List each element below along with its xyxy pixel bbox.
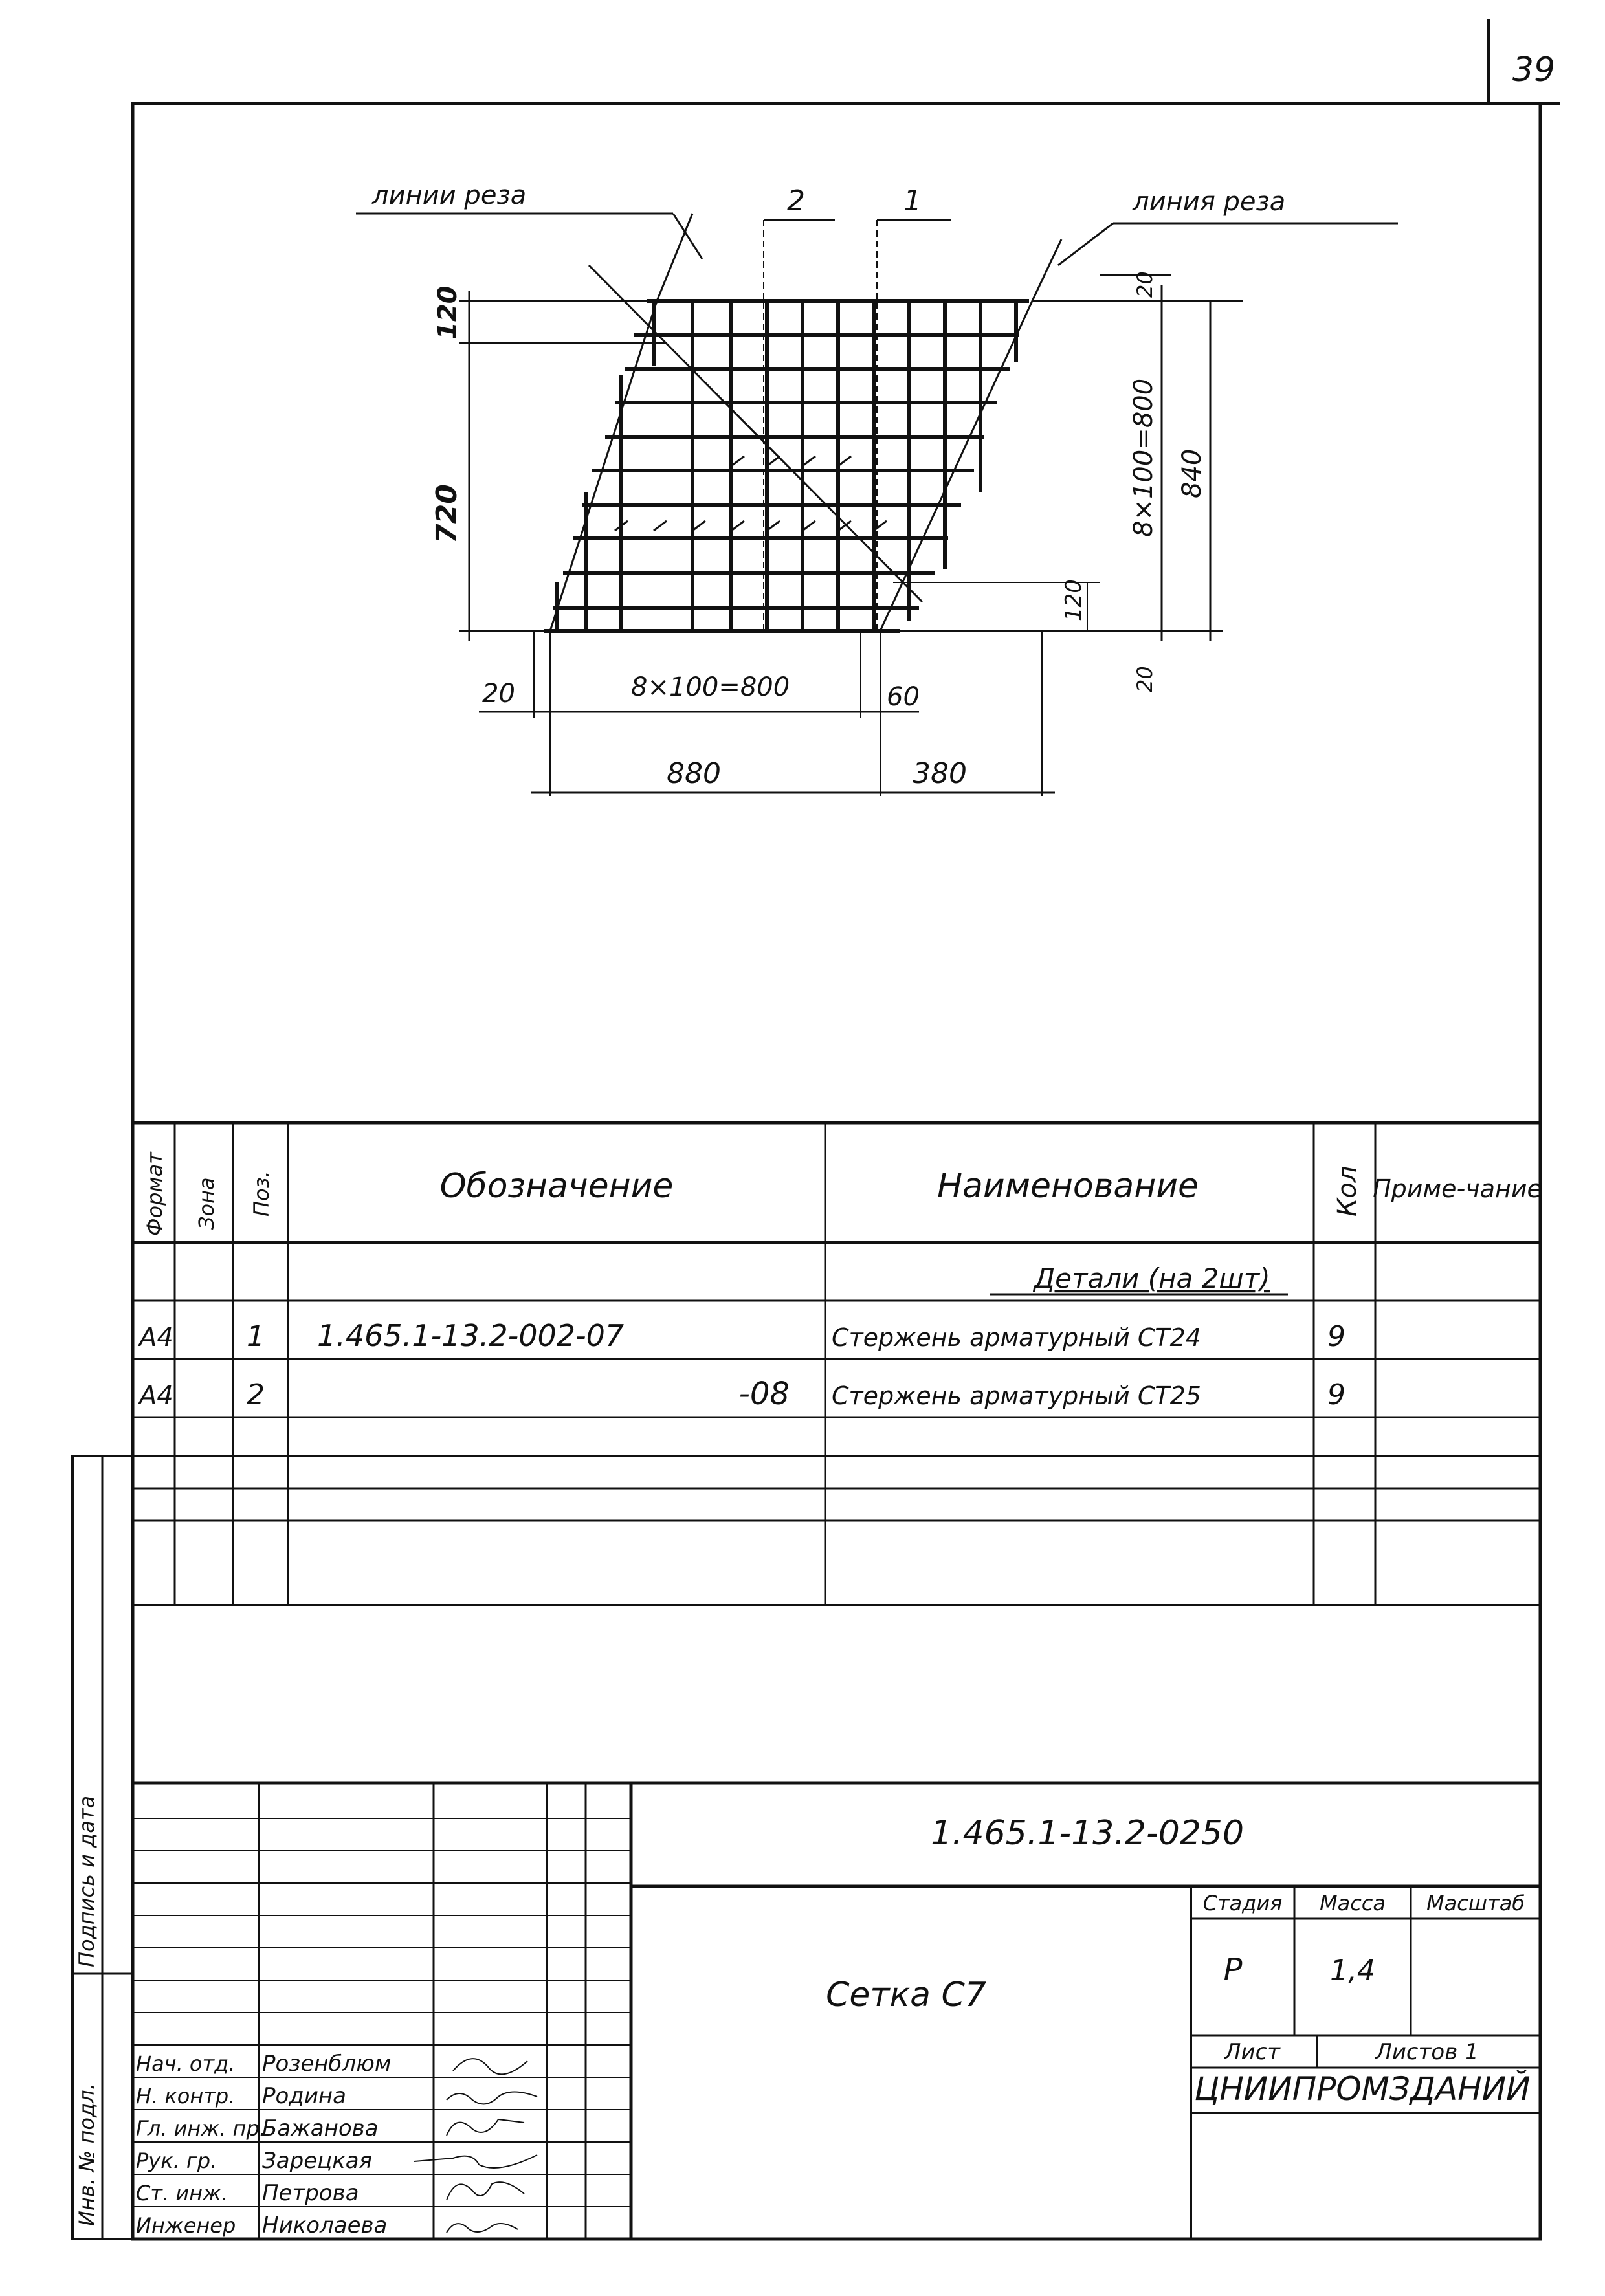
header-designation: Обозначение [439, 1167, 674, 1206]
cut-line-left [550, 301, 657, 631]
dim-8x100-right: 8×100=800 [1129, 378, 1158, 537]
row-2-format: А4 [139, 1381, 173, 1411]
dim-720: 720 [430, 484, 463, 544]
header-name: Наименование [936, 1167, 1199, 1206]
role-3: Рук. гр. [136, 2148, 217, 2173]
spec-table [133, 1123, 1542, 1783]
header-qty: Кол [1333, 1165, 1362, 1217]
dim-20-right-bottom: 20 [1133, 666, 1157, 692]
row-1-name: Стержень арматурный СТ24 [832, 1323, 1201, 1352]
name-3: Зарецкая [262, 2148, 373, 2174]
name-0: Розенблюм [262, 2051, 392, 2077]
row-2-name: Стержень арматурный СТ25 [832, 1382, 1201, 1410]
header-format: Формат [142, 1152, 167, 1236]
stage-label: Стадия [1202, 1891, 1283, 1915]
header-zone: Зона [194, 1177, 219, 1230]
name-2: Бажанова [262, 2115, 379, 2141]
sheet-label: Лист [1224, 2039, 1281, 2065]
role-1: Н. контр. [136, 2084, 236, 2108]
signature-0 [453, 2059, 527, 2074]
title-block [133, 1783, 1540, 2239]
dim-380: 380 [913, 757, 967, 790]
sheet-number: 39 [1512, 50, 1556, 89]
name-4: Петрова [262, 2180, 359, 2206]
dim-120-left: 120 [433, 285, 463, 340]
signature-1 [447, 2092, 537, 2104]
role-5: Инженер [136, 2213, 236, 2238]
dim-60: 60 [887, 682, 920, 712]
mass-label: Масса [1319, 1891, 1386, 1915]
stage-value: Р [1223, 1952, 1243, 1988]
signature-4 [447, 2182, 524, 2200]
person-row [136, 2083, 537, 2109]
person-row [136, 2115, 524, 2141]
row-2-qty: 9 [1327, 1378, 1345, 1411]
section-title: Детали (на 2шт) [1034, 1263, 1270, 1294]
sheets-label: Листов 1 [1375, 2039, 1479, 2065]
dim-20-bottom: 20 [482, 679, 515, 709]
role-0: Нач. отд. [136, 2051, 236, 2076]
signature-5 [447, 2224, 518, 2233]
label-cut-line-right: линия реза [1133, 187, 1286, 217]
table-row [137, 1318, 1345, 1353]
dim-880: 880 [667, 757, 721, 790]
mass-value: 1,4 [1330, 1954, 1375, 1987]
side-stamp-inv-no: Инв. № подл. [74, 2083, 99, 2226]
dim-20-right-top: 20 [1133, 271, 1157, 298]
organization: ЦНИИПРОМЗДАНИЙ [1194, 2070, 1531, 2108]
role-2: Гл. инж. пр. [136, 2116, 266, 2141]
header-note: Приме-чание [1373, 1175, 1542, 1203]
signature-2 [447, 2119, 524, 2136]
row-1-designation: 1.465.1-13.2-002-07 [317, 1318, 625, 1353]
header-pos: Поз. [249, 1171, 274, 1217]
name-5: Николаева [262, 2213, 388, 2238]
label-cut-line-left: линии реза [372, 181, 527, 210]
dim-8x100-bottom: 8×100=800 [631, 672, 790, 702]
person-row [136, 2213, 518, 2238]
mesh-drawing [356, 181, 1398, 796]
role-4: Ст. инж. [136, 2181, 228, 2205]
callout-1: 1 [903, 184, 922, 217]
person-row [136, 2180, 524, 2206]
row-1-pos: 1 [247, 1320, 265, 1353]
row-1-format: А4 [139, 1323, 173, 1352]
mesh-tick-marks [615, 456, 887, 531]
dim-840: 840 [1177, 448, 1207, 498]
callout-2: 2 [787, 184, 805, 217]
row-2-designation: -08 [738, 1376, 790, 1412]
row-1-qty: 9 [1327, 1320, 1345, 1353]
dim-120-right: 120 [1061, 579, 1087, 621]
person-row [136, 2148, 537, 2174]
scale-label: Масштаб [1426, 1891, 1525, 1915]
name-1: Родина [262, 2083, 346, 2109]
side-stamp-signature-date: Подпись и дата [74, 1795, 99, 1967]
table-row [137, 1376, 1345, 1412]
row-2-pos: 2 [247, 1378, 265, 1411]
document-code: 1.465.1-13.2-0250 [930, 1814, 1245, 1853]
document-title: Сетка С7 [826, 1976, 986, 2015]
person-row [136, 2051, 527, 2077]
